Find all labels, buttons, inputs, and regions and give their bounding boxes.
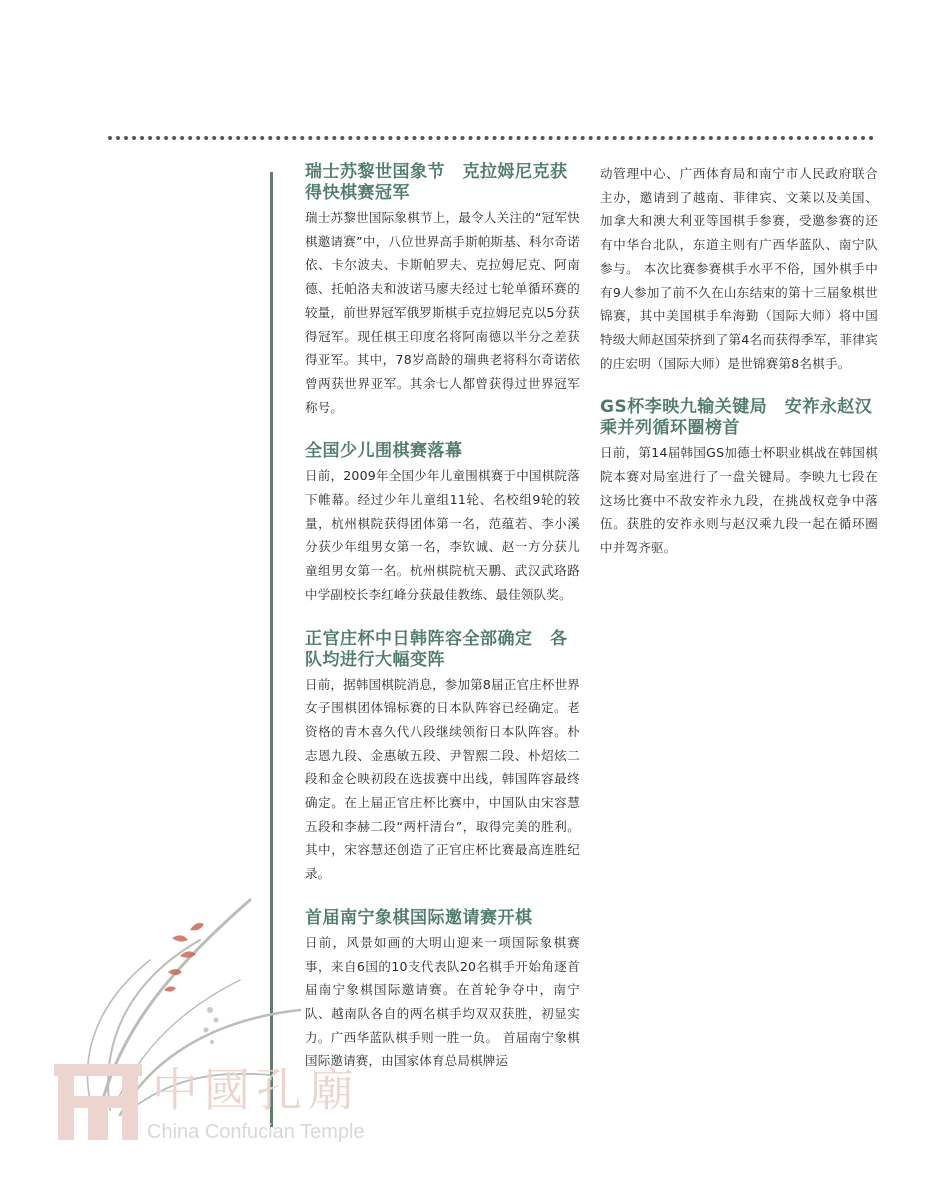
article-jeongkwanjang-cup [305,629,580,886]
article-body: 日前，2009年全国少年儿童围棋赛于中国棋院落下帷幕。经过少年儿童组11轮、名校组9轮的较量，杭州棋院获得团体第一名，范蕴若、李小溪分获少年组男女第一名，李钦诚、赵一方分获儿童组男女第一名。杭州棋院杭天鹏、武汉武珞路中学副校长李红峰分获最佳教练、最佳领队奖。 [305,468,580,602]
article-body: 动管理中心、广西体育局和南宁市人民政府联合主办，邀请到了越南、菲律宾、文莱以及美国、加拿大和澳大利亚等国棋手参赛，受邀参赛的还有中华台北队，东道主则有广西华蓝队、南宁队参与。 本次比赛参赛棋手水平不俗，国外棋手中有9人参加了前不久在山东结束的第十三届象棋世锦赛，其中美国棋手牟海勤（国际大师）将中国特级大师赵国荣挤到了第4名而获得季军，菲律宾的庄宏明（国际大师）是世锦赛第8名棋手。 [600,166,878,371]
right-column [600,162,878,582]
logo-english-text: China Confucian Temple [147,1121,365,1143]
article-body: 瑞士苏黎世国际象棋节上，最令人关注的“冠军快棋邀请赛”中，八位世界高手斯帕斯基、科尔奇诺依、卡尔波夫、卡斯帕罗夫、克拉姆尼克、阿南德、托帕洛夫和波诺马廖夫经过七轮单循环赛的较量，前世界冠军俄罗斯棋手克拉姆尼克以5分获得冠军。现任棋王印度名将阿南德以半分之差获得亚军。其中，78岁高龄的瑞典老将科尔奇诺依曾两获世界亚军。其余七人都曾获得过世界冠军称号。 [305,210,580,415]
article-zurich-chess [305,162,580,419]
article-title: 正官庄杯中日韩阵容全部确定 各队均进行大幅变阵 [305,628,568,670]
article-youth-go [305,441,580,606]
article-body: 日前，第14届韩国GS加德士杯职业棋战在韩国棋院本赛对局室进行了一盘关键局。李映九七段在这场比赛中不敌安祚永九段，在挑战权竞争中落伍。获胜的安祚永则与赵汉乘九段一起在循环圈中并驾齐驱。 [600,445,878,556]
article-nanning-xiangqi [305,908,580,1073]
article-nanning-xiangqi-continued [600,162,878,375]
article-body: 日前，据韩国棋院消息，参加第8届正官庄杯世界女子围棋团体锦标赛的日本队阵容已经确定。老资格的青木喜久代八段继续领衔日本队阵容。朴志恩九段、金惠敏五段、尹智熙二段、朴炤炫二段和金仑映初段在选拔赛中出线，韩国阵容最终确定。在上届正官庄杯比赛中，中国队由宋容慧五段和李赫二段“两杆清台”，取得完美的胜利。其中，宋容慧还创造了正官庄杯比赛最高连胜纪录。 [305,676,580,882]
article-title: GS杯李映九输关键局 安祚永赵汉乘并列循环圈榜首 [600,397,873,439]
logo-chinese-text: 中國孔廟 [152,1063,360,1117]
left-column [305,162,580,1095]
article-title: 全国少儿围棋赛落幕 [305,441,463,462]
article-gs-cup [600,397,878,560]
header-dotted-rule [108,136,874,140]
article-title: 瑞士苏黎世国象节 克拉姆尼克获得快棋赛冠军 [305,162,568,203]
article-body: 日前，风景如画的大明山迎来一项国际象棋赛事，来自6国的10支代表队20名棋手开始角逐首届南宁象棋国际邀请赛。在首轮争夺中，南宁队、越南队各自的两名棋手均双双获胜，初显实力。广西华蓝队棋手则一胜一负。 首届南宁象棋国际邀请赛，由国家体育总局棋牌运 [305,934,580,1069]
temple-gate-icon [52,1060,144,1144]
article-title: 首届南宁象棋国际邀请赛开棋 [305,907,533,928]
